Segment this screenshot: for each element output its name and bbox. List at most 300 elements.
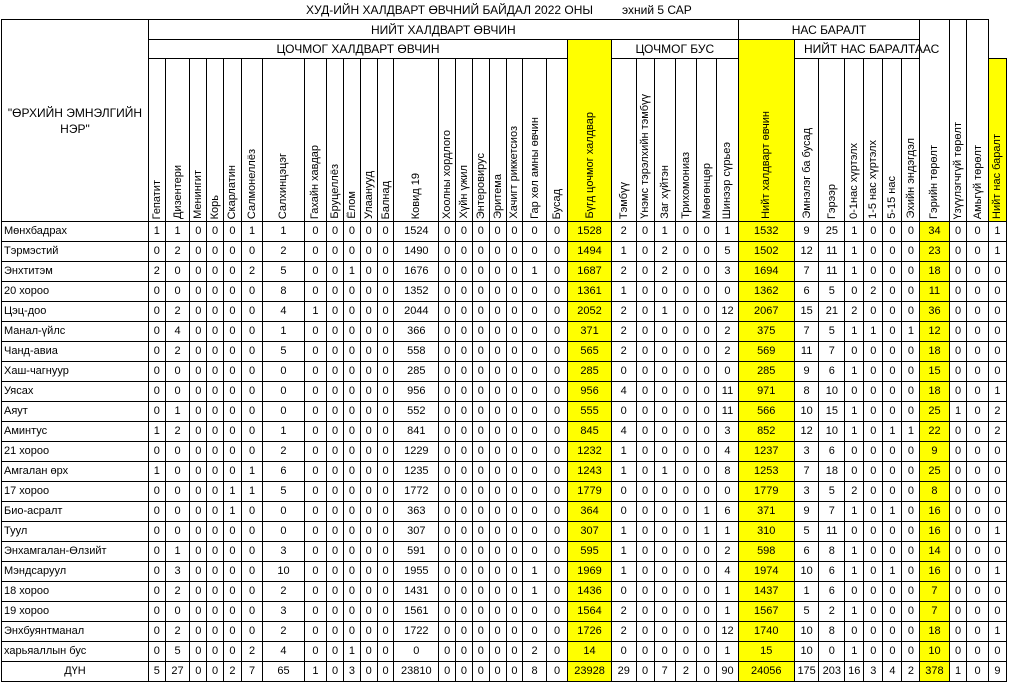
table-cell: 16 xyxy=(920,522,949,542)
table-cell: 7 xyxy=(794,462,819,482)
table-cell: 0 xyxy=(523,342,547,362)
table-cell: 0 xyxy=(523,302,547,322)
table-cell: 0 xyxy=(360,522,377,542)
table-cell: 0 xyxy=(506,382,523,402)
table-cell: 25 xyxy=(819,222,845,242)
table-cell: 0 xyxy=(845,582,864,602)
table-cell: 1 xyxy=(845,222,864,242)
table-cell: 0 xyxy=(636,622,654,642)
column-header-label: Амьгүй төрөлт xyxy=(971,144,984,219)
table-cell: 0 xyxy=(654,362,675,382)
table-cell: 0 xyxy=(304,382,326,402)
table-cell: 0 xyxy=(845,382,864,402)
table-cell: 2 xyxy=(611,322,636,342)
table-row xyxy=(2,582,1007,602)
table-cell: 0 xyxy=(675,462,696,482)
table-cell: 21 xyxy=(819,302,845,322)
table-cell: 0 xyxy=(902,262,920,282)
table-cell: 9 xyxy=(794,222,819,242)
total-cell: 5 xyxy=(148,662,165,682)
table-cell: 5 xyxy=(819,482,845,502)
table-cell: 0 xyxy=(546,482,567,502)
table-cell: 2 xyxy=(717,542,738,562)
table-cell: 0 xyxy=(207,382,224,402)
table-cell: 0 xyxy=(523,422,547,442)
table-cell: 1 xyxy=(224,502,242,522)
table-cell: 0 xyxy=(988,362,1006,382)
table-cell: 0 xyxy=(304,342,326,362)
table-cell: 0 xyxy=(636,542,654,562)
column-header xyxy=(439,59,456,222)
table-cell: 1 xyxy=(949,402,967,422)
table-cell: 0 xyxy=(377,342,394,362)
table-cell: 0 xyxy=(883,442,902,462)
table-cell: 0 xyxy=(456,622,473,642)
table-cell: 0 xyxy=(472,522,489,542)
table-cell: 0 xyxy=(327,602,344,622)
table-cell: 7 xyxy=(794,322,819,342)
table-cell: 0 xyxy=(472,502,489,522)
table-cell: 0 xyxy=(343,422,360,442)
table-cell: 0 xyxy=(636,322,654,342)
table-cell: 0 xyxy=(949,502,967,522)
table-cell: 0 xyxy=(845,342,864,362)
table-cell: 3 xyxy=(165,562,190,582)
table-cell: 0 xyxy=(949,582,967,602)
table-cell: 0 xyxy=(523,402,547,422)
table-cell: 285 xyxy=(394,362,439,382)
table-cell: 0 xyxy=(224,382,242,402)
table-cell: 1 xyxy=(611,462,636,482)
table-cell: 0 xyxy=(456,362,473,382)
table-cell: 0 xyxy=(636,302,654,322)
table-cell: 0 xyxy=(224,422,242,442)
table-cell: 0 xyxy=(360,382,377,402)
table-cell: 0 xyxy=(949,562,967,582)
table-cell: 0 xyxy=(263,522,304,542)
table-cell: 0 xyxy=(489,322,506,342)
table-cell: 0 xyxy=(546,642,567,662)
table-cell: 1 xyxy=(611,562,636,582)
table-cell: 0 xyxy=(439,422,456,442)
table-cell: 1502 xyxy=(738,242,794,262)
table-cell: 1 xyxy=(654,222,675,242)
total-cell: 7 xyxy=(654,662,675,682)
table-cell: 558 xyxy=(394,342,439,362)
table-cell: 11 xyxy=(717,382,738,402)
table-cell: 0 xyxy=(506,322,523,342)
table-cell: 0 xyxy=(967,382,988,402)
table-cell: 0 xyxy=(675,402,696,422)
district-name: Энхбуянтманал xyxy=(2,622,149,642)
table-cell: 0 xyxy=(546,322,567,342)
table-cell: 0 xyxy=(489,282,506,302)
table-cell: 3 xyxy=(717,262,738,282)
table-cell: 366 xyxy=(394,322,439,342)
table-cell: 1 xyxy=(717,582,738,602)
table-cell: 0 xyxy=(489,302,506,322)
table-cell: 0 xyxy=(224,242,242,262)
table-row xyxy=(2,522,1007,542)
column-header xyxy=(883,59,902,222)
table-cell: 1 xyxy=(343,262,360,282)
table-cell: 0 xyxy=(967,362,988,382)
table-cell: 1 xyxy=(883,502,902,522)
table-cell: 0 xyxy=(360,462,377,482)
table-cell: 0 xyxy=(360,222,377,242)
table-cell: 0 xyxy=(360,422,377,442)
table-cell: 0 xyxy=(472,282,489,302)
table-cell: 0 xyxy=(472,362,489,382)
table-cell: 0 xyxy=(654,322,675,342)
table-cell: 2 xyxy=(241,262,262,282)
table-cell: 0 xyxy=(988,462,1006,482)
table-cell: 0 xyxy=(224,262,242,282)
table-cell: 1 xyxy=(988,622,1006,642)
table-cell: 0 xyxy=(506,342,523,362)
table-cell: 0 xyxy=(949,362,967,382)
table-cell: 0 xyxy=(377,462,394,482)
table-cell: 0 xyxy=(523,282,547,302)
table-cell: 0 xyxy=(883,522,902,542)
table-cell: 1528 xyxy=(568,222,612,242)
table-cell: 1243 xyxy=(568,462,612,482)
table-cell: 0 xyxy=(207,222,224,242)
table-cell: 0 xyxy=(241,542,262,562)
column-header-label: Трихомониаз xyxy=(679,152,692,219)
table-cell: 0 xyxy=(456,342,473,362)
table-cell: 0 xyxy=(207,582,224,602)
table-cell: 0 xyxy=(967,302,988,322)
table-cell: 11 xyxy=(819,262,845,282)
table-cell: 0 xyxy=(456,502,473,522)
table-cell: 0 xyxy=(263,502,304,522)
table-cell: 0 xyxy=(304,402,326,422)
table-cell: 0 xyxy=(489,462,506,482)
table-cell: 0 xyxy=(304,562,326,582)
table-cell: 0 xyxy=(377,542,394,562)
table-cell: 0 xyxy=(327,302,344,322)
table-cell: 0 xyxy=(636,282,654,302)
table-cell: 2 xyxy=(165,302,190,322)
table-cell: 2 xyxy=(845,482,864,502)
table-cell: 0 xyxy=(949,622,967,642)
table-cell: 0 xyxy=(224,322,242,342)
table-cell: 0 xyxy=(697,262,717,282)
table-cell: 0 xyxy=(190,522,207,542)
group-deaths-header: НАС БАРАЛТ xyxy=(738,20,920,40)
table-cell: 0 xyxy=(472,222,489,242)
table-cell: 0 xyxy=(717,282,738,302)
table-cell: 0 xyxy=(148,542,165,562)
table-cell: 0 xyxy=(241,522,262,542)
total-cell: 0 xyxy=(360,662,377,682)
table-cell: 0 xyxy=(360,342,377,362)
district-name: 20 хороо xyxy=(2,282,149,302)
table-cell: 0 xyxy=(377,302,394,322)
table-cell: 0 xyxy=(241,282,262,302)
table-cell: 0 xyxy=(967,262,988,282)
table-cell: 0 xyxy=(967,442,988,462)
column-header xyxy=(506,59,523,222)
table-cell: 0 xyxy=(883,642,902,662)
table-cell: 0 xyxy=(949,442,967,462)
table-cell: 1 xyxy=(845,422,864,442)
column-header-label: Улаанууд xyxy=(362,170,375,219)
table-cell: 0 xyxy=(377,442,394,462)
table-cell: 0 xyxy=(654,382,675,402)
table-cell: 0 xyxy=(190,462,207,482)
table-cell: 2 xyxy=(988,402,1006,422)
table-cell: 1969 xyxy=(568,562,612,582)
table-cell: 10 xyxy=(794,622,819,642)
column-header-label: 0-1нас хүртэлх xyxy=(848,143,861,219)
table-cell: 2 xyxy=(611,262,636,282)
table-cell: 0 xyxy=(654,622,675,642)
table-cell: 7 xyxy=(819,502,845,522)
table-cell: 0 xyxy=(506,402,523,422)
district-name: Аминтус xyxy=(2,422,149,442)
table-cell: 0 xyxy=(546,362,567,382)
table-cell: 0 xyxy=(190,302,207,322)
table-cell: 1974 xyxy=(738,562,794,582)
total-cell: 175 xyxy=(794,662,819,682)
table-cell: 1232 xyxy=(568,442,612,462)
table-cell: 1 xyxy=(717,222,738,242)
table-row xyxy=(2,382,1007,402)
table-cell: 0 xyxy=(506,462,523,482)
column-header xyxy=(394,59,439,222)
table-cell: 0 xyxy=(949,522,967,542)
table-cell: 1490 xyxy=(394,242,439,262)
table-cell: 7 xyxy=(819,342,845,362)
table-cell: 0 xyxy=(377,322,394,342)
table-cell: 0 xyxy=(489,642,506,662)
column-header-label: Үзүүлэгчгүй төрөлт xyxy=(952,121,964,219)
table-row xyxy=(2,622,1007,642)
table-cell: 0 xyxy=(190,562,207,582)
column-header-label: Салхинцэцэг xyxy=(277,152,290,219)
column-header-label: Балнад xyxy=(379,180,392,219)
table-cell: 0 xyxy=(224,282,242,302)
table-cell: 0 xyxy=(883,382,902,402)
table-cell: 0 xyxy=(165,262,190,282)
table-cell: 0 xyxy=(207,322,224,342)
table-cell: 0 xyxy=(636,602,654,622)
table-cell: 3 xyxy=(263,602,304,622)
table-cell: 0 xyxy=(697,342,717,362)
table-cell: 0 xyxy=(949,462,967,482)
total-cell: 2 xyxy=(224,662,242,682)
table-cell: 25 xyxy=(920,462,949,482)
table-cell: 0 xyxy=(241,402,262,422)
table-cell: 0 xyxy=(506,262,523,282)
table-cell: 0 xyxy=(377,642,394,662)
column-header xyxy=(523,59,547,222)
table-cell: 2 xyxy=(717,322,738,342)
table-cell: 0 xyxy=(327,542,344,562)
table-cell: 1567 xyxy=(738,602,794,622)
table-cell: 0 xyxy=(360,602,377,622)
table-row xyxy=(2,402,1007,422)
sheet-title xyxy=(0,0,1011,20)
table-cell: 5 xyxy=(819,322,845,342)
table-cell: 0 xyxy=(967,542,988,562)
table-cell: 1229 xyxy=(394,442,439,462)
table-cell: 4 xyxy=(263,642,304,662)
table-cell: 0 xyxy=(327,622,344,642)
table-cell: 0 xyxy=(523,602,547,622)
table-cell: 0 xyxy=(864,342,883,362)
column-header-label: Менингит xyxy=(192,170,205,219)
column-header-label: Дизентери xyxy=(171,164,184,219)
table-cell: 0 xyxy=(864,622,883,642)
table-cell: 0 xyxy=(864,542,883,562)
table-cell: 310 xyxy=(738,522,794,542)
table-cell: 0 xyxy=(472,642,489,662)
table-cell: 1 xyxy=(165,542,190,562)
column-header-label: Гэрийн төрөлт xyxy=(928,145,941,219)
table-cell: 0 xyxy=(489,382,506,402)
table-cell: 0 xyxy=(207,342,224,362)
table-cell: 0 xyxy=(506,562,523,582)
table-cell: 0 xyxy=(472,402,489,422)
table-cell: 0 xyxy=(546,262,567,282)
table-cell: 0 xyxy=(190,402,207,422)
table-cell: 1 xyxy=(845,322,864,342)
table-cell: 371 xyxy=(568,322,612,342)
table-row xyxy=(2,362,1007,382)
column-header-label: Тэмбүү xyxy=(617,181,630,219)
table-cell: 1 xyxy=(263,322,304,342)
district-column-header: "ӨРХИЙН ЭМНЭЛГИЙН НЭР" xyxy=(2,20,149,222)
table-cell: 0 xyxy=(304,522,326,542)
table-cell: 0 xyxy=(883,402,902,422)
table-row xyxy=(2,242,1007,262)
table-cell: 0 xyxy=(864,642,883,662)
table-cell: 0 xyxy=(190,502,207,522)
table-cell: 0 xyxy=(343,462,360,482)
table-cell: 0 xyxy=(636,362,654,382)
table-cell: 1 xyxy=(988,562,1006,582)
table-cell: 0 xyxy=(988,482,1006,502)
table-cell: 0 xyxy=(523,482,547,502)
table-cell: 11 xyxy=(794,342,819,362)
column-header xyxy=(343,59,360,222)
table-cell: 2 xyxy=(717,342,738,362)
table-cell: 0 xyxy=(207,502,224,522)
table-cell: 1 xyxy=(845,602,864,622)
table-cell: 0 xyxy=(654,562,675,582)
table-cell: 0 xyxy=(304,582,326,602)
table-cell: 0 xyxy=(883,302,902,322)
table-cell: 2 xyxy=(165,242,190,262)
table-cell: 0 xyxy=(697,222,717,242)
table-cell: 1237 xyxy=(738,442,794,462)
table-cell: 0 xyxy=(506,482,523,502)
table-cell: 375 xyxy=(738,322,794,342)
table-cell: 0 xyxy=(472,542,489,562)
table-cell: 1 xyxy=(148,462,165,482)
table-cell: 0 xyxy=(343,582,360,602)
table-cell: 11 xyxy=(819,242,845,262)
table-row xyxy=(2,542,1007,562)
table-cell: 0 xyxy=(439,482,456,502)
table-cell: 0 xyxy=(224,402,242,422)
column-header xyxy=(148,59,165,222)
table-cell: 0 xyxy=(654,642,675,662)
table-cell: 1687 xyxy=(568,262,612,282)
table-cell: 0 xyxy=(224,542,242,562)
table-cell: 0 xyxy=(636,422,654,442)
total-cell: 23928 xyxy=(568,662,612,682)
district-name: Туул xyxy=(2,522,149,542)
district-name: Мөнхбадрах xyxy=(2,222,149,242)
table-cell: 0 xyxy=(439,642,456,662)
table-cell: 2 xyxy=(819,602,845,622)
column-header xyxy=(902,59,920,222)
table-cell: 0 xyxy=(546,522,567,542)
district-name: Хаш-чагнуур xyxy=(2,362,149,382)
table-cell: 0 xyxy=(697,482,717,502)
table-cell: 0 xyxy=(224,582,242,602)
total-cell: 0 xyxy=(472,662,489,682)
table-cell: 0 xyxy=(967,462,988,482)
table-cell: 555 xyxy=(568,402,612,422)
column-header-label: Эмнэлэг ба бусад xyxy=(800,128,813,219)
column-header-label: Эритема xyxy=(491,174,504,219)
table-cell: 0 xyxy=(864,222,883,242)
table-cell: 0 xyxy=(988,262,1006,282)
table-cell: 0 xyxy=(394,642,439,662)
table-cell: 1 xyxy=(794,582,819,602)
table-cell: 971 xyxy=(738,382,794,402)
table-row xyxy=(2,342,1007,362)
table-cell: 5 xyxy=(717,242,738,262)
column-header xyxy=(654,59,675,222)
column-header xyxy=(472,59,489,222)
column-header xyxy=(456,59,473,222)
table-cell: 0 xyxy=(456,542,473,562)
table-cell: 0 xyxy=(360,582,377,602)
table-cell: 0 xyxy=(439,602,456,622)
table-cell: 0 xyxy=(636,442,654,462)
table-cell: 0 xyxy=(523,502,547,522)
table-cell: 0 xyxy=(224,602,242,622)
table-cell: 0 xyxy=(360,262,377,282)
column-header xyxy=(636,59,654,222)
column-header xyxy=(988,59,1006,222)
table-cell: 2 xyxy=(165,422,190,442)
table-cell: 0 xyxy=(611,402,636,422)
table-cell: 16 xyxy=(920,502,949,522)
column-header-label: Хачигт риккетсиоз xyxy=(508,126,521,219)
table-cell: 9 xyxy=(794,362,819,382)
table-cell: 0 xyxy=(523,382,547,402)
table-cell: 0 xyxy=(546,542,567,562)
table-cell: 0 xyxy=(472,482,489,502)
total-cell: 0 xyxy=(377,662,394,682)
table-cell: 0 xyxy=(949,342,967,362)
table-cell: 0 xyxy=(675,642,696,662)
table-cell: 0 xyxy=(439,542,456,562)
total-cell: 3 xyxy=(343,662,360,682)
column-header xyxy=(738,40,794,222)
column-header-label: Бүгд цочмог халдвар xyxy=(583,112,596,219)
table-cell: 0 xyxy=(190,622,207,642)
column-header-label: Бруцеллёз xyxy=(329,164,342,219)
table-cell: 6 xyxy=(819,362,845,382)
